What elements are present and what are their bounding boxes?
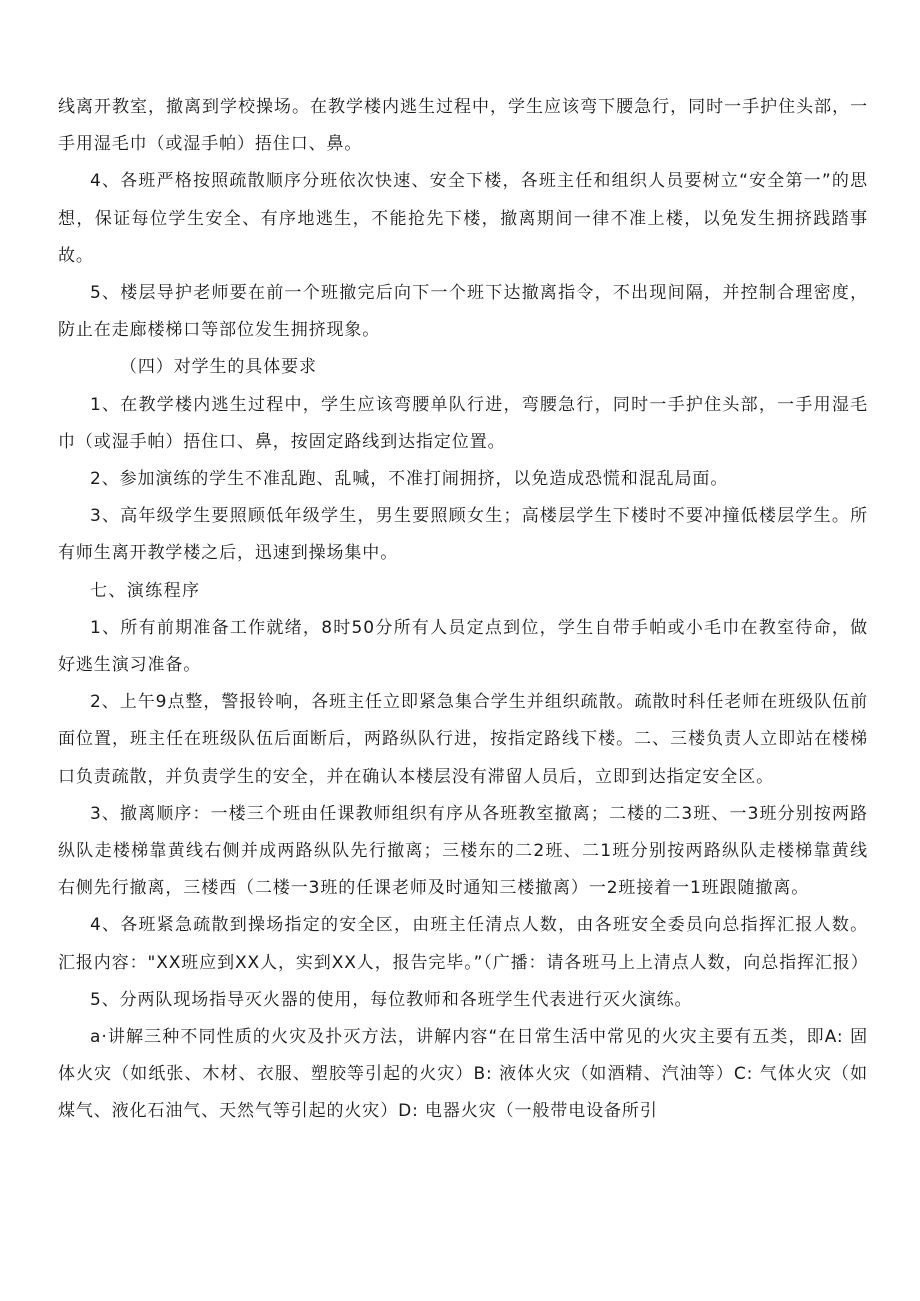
paragraph-req-2: 2、参加演练的学生不准乱跑、乱喊，不准打闹拥挤，以免造成恐慌和混乱局面。 [90, 469, 729, 490]
paragraph-proc-3: 3、撤离顺序：一楼三个班由任课教师组织有序从各班教室撤离；二楼的二3班、一3班分别按两路纵队走楼梯靠黄线右侧并成两路纵队先行撤离；三楼东的二2班、二1班分别按两路纵队走楼梯靠黄线右侧先行撤离，三楼西（二楼一3班的任课老师及时通知三楼撤离）一2班接着一1班跟随撤离。 [58, 803, 868, 899]
paragraph-continued-evacuation: 线离开教室，撤离到学校操场。在教学楼内逃生过程中，学生应该弯下腰急行，同时一手护住头部，一手用湿毛巾（或湿手帕）捂住口、鼻。 [58, 97, 868, 155]
paragraph-proc-2: 2、上午9点整，警报铃响，各班主任立即紧急集合学生并组织疏散。疏散时科任老师在班级队伍前面位置，班主任在班级队伍后面断后，两路纵队行进，按指定路线下楼。二、三楼负责人立即站在楼梯口负责疏散，并负责学生的安全，并在确认本楼层没有滞留人员后，立即到达指定安全区。 [58, 692, 868, 787]
paragraph-req-1: 1、在教学楼内逃生过程中，学生应该弯腰单队行进，弯腰急行，同时一手护住头部，一手用湿毛巾（或湿手帕）捂住口、鼻，按固定路线到达指定位置。 [58, 394, 868, 452]
section-heading-student-requirements: （四）对学生的具体要求 [120, 357, 317, 378]
paragraph-fire-types: a·讲解三种不同性质的火灾及扑灭方法，讲解内容“在日常生活中常见的火灾主要有五类，即A: 固体火灾（如纸张、木材、衣服、塑胶等引起的火灾）B: 液体火灾（如酒精、汽油等）C: 气体火灾（如煤气、液化石油气、天然气等引起的火灾）D: 电器火灾（一般带电设备所引 [58, 1027, 868, 1122]
paragraph-item-4-stairs-order: 4、各班严格按照疏散顺序分班依次快速、安全下楼，各班主任和组织人员要树立“安全第一”的思想，保证每位学生安全、有序地逃生，不能抢先下楼，撤离期间一律不准上楼，以免发生拥挤践踏事故。 [58, 171, 868, 266]
paragraph-proc-1: 1、所有前期准备工作就绪，8时50分所有人员定点到位，学生自带手帕或小毛巾在教室待命，做好逃生演习准备。 [58, 617, 868, 676]
document-body [58, 89, 868, 1131]
paragraph-proc-5: 5、分两队现场指导灭火器的使用，每位教师和各班学生代表进行灭火演练。 [90, 989, 693, 1010]
paragraph-req-3: 3、高年级学生要照顾低年级学生，男生要照顾女生；高楼层学生下楼时不要冲撞低楼层学生。所有师生离开教学楼之后，迅速到操场集中。 [58, 506, 868, 564]
paragraph-item-5-floor-guides: 5、楼层导护老师要在前一个班撤完后向下一个班下达撤离指令，不出现间隔，并控制合理密度，防止在走廊楼梯口等部位发生拥挤现象。 [58, 283, 868, 341]
paragraph-proc-4: 4、各班紧急疏散到操场指定的安全区，由班主任清点人数，由各班安全委员向总指挥汇报人数。汇报内容："XX班应到XX人，实到XX人，报告完毕。”（广播：请各班马上上清点人数，向总指挥汇报） [58, 915, 869, 973]
section-heading-drill-procedure: 七、演练程序 [90, 580, 201, 601]
